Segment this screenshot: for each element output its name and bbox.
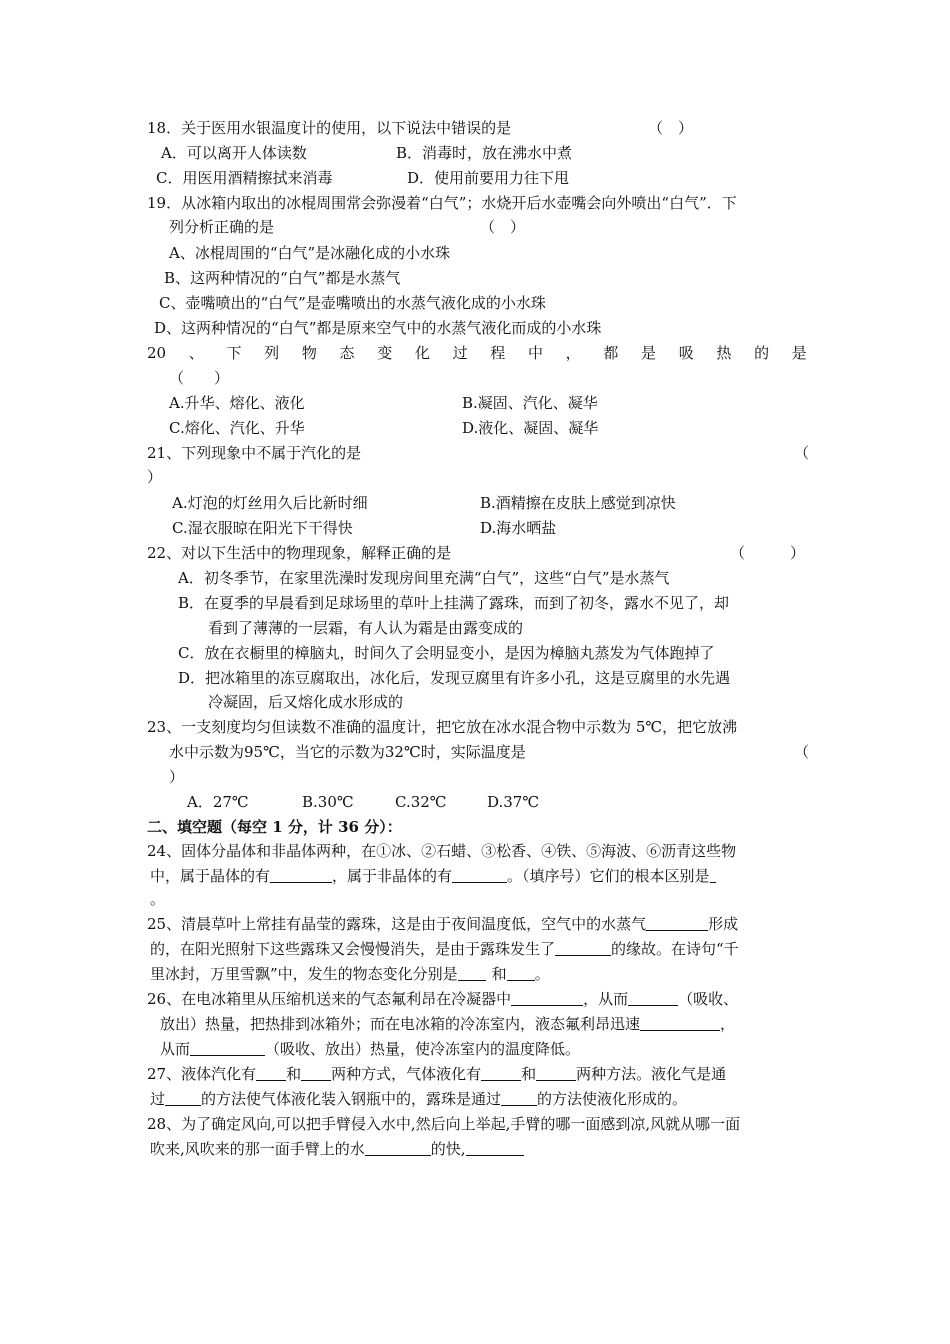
- q20-char: 态: [339, 344, 355, 362]
- q22-stem: 22、对以下生活中的物理现象，解释正确的是: [147, 544, 452, 562]
- q20-char: 变: [377, 344, 393, 362]
- q23-option-b: B.30℃: [302, 793, 354, 811]
- q26-text: 从而: [160, 1040, 191, 1058]
- q27-blank-6[interactable]: [501, 1090, 537, 1106]
- q18-answer-paren: （ ）: [648, 119, 694, 137]
- q19-option-b: B、这两种情况的“白气”都是水蒸气: [164, 269, 401, 287]
- q23-paren-close: ）: [169, 768, 185, 786]
- q21-paren-close: ）: [147, 468, 163, 486]
- q28-text: 吹来,风吹来的那一面手臂上的水: [150, 1140, 365, 1158]
- q25-text: 25、清晨草叶上常挂有晶莹的露珠，这是由于夜间温度低，空气中的水蒸气: [147, 915, 647, 933]
- q26-blank-1[interactable]: [511, 990, 583, 1006]
- q25-text: 里冰封，万里雪飘”中，发生的物态变化分别是: [150, 965, 458, 983]
- q20-option-b: B.凝固、汽化、凝华: [462, 394, 598, 412]
- q26-blank-3[interactable]: [640, 1015, 720, 1031]
- q20-char: 吸: [678, 344, 694, 362]
- q25-text: 和: [491, 965, 507, 983]
- q26-text: 放出）热量，把热排到冰箱外；而在电冰箱的冷冻室内，液态氟利昂迅速: [160, 1015, 641, 1033]
- q25-text: 形成: [708, 915, 739, 933]
- q18-stem: 18．关于医用水银温度计的使用，以下说法中错误的是: [147, 119, 512, 137]
- q24-line3: 。: [150, 890, 166, 908]
- q24-blank-difference[interactable]: [710, 867, 716, 883]
- q26-text: ，从而: [583, 990, 629, 1008]
- q21-option-b: B.酒精擦在皮肤上感觉到凉快: [480, 494, 676, 512]
- q21-option-c: C.湿衣服晾在阳光下干得快: [172, 519, 353, 537]
- q20-char: ，: [565, 344, 581, 362]
- q28-line2: [150, 1138, 524, 1160]
- q26-text: 26、在电冰箱里从压缩机送来的气态氟利昂在冷凝器中: [147, 990, 512, 1008]
- q20-stem: [147, 342, 807, 364]
- q27-blank-4[interactable]: [536, 1065, 576, 1081]
- q22-answer-paren: （ ）: [730, 544, 806, 562]
- q22-option-d-line1: D．把冰箱里的冻豆腐取出，冰化后，发现豆腐里有许多小孔，这是豆腐里的水先遇: [178, 669, 731, 687]
- q20-char: 20: [147, 344, 167, 362]
- q23-option-a: A．27℃: [187, 793, 249, 811]
- q19-option-d: D、这两种情况的“白气”都是原来空气中的水蒸气液化而成的小水珠: [154, 319, 602, 337]
- q21-option-a: A.灯泡的灯丝用久后比新时细: [172, 494, 368, 512]
- q23-paren-open: （: [794, 743, 810, 761]
- q18-option-c: C．用医用酒精擦拭来消毒: [156, 169, 333, 187]
- q27-text: 的方法使气体液化装入钢瓶中的，露珠是通过: [201, 1090, 502, 1108]
- q26-line1: [147, 988, 738, 1010]
- q21-stem: 21、下列现象中不属于汽化的是: [147, 444, 362, 462]
- q20-answer-paren: （ ）: [169, 369, 230, 387]
- q25-blank-1[interactable]: [646, 915, 708, 931]
- q20-char: 化: [414, 344, 430, 362]
- q27-text: 的方法使液化形成的。: [537, 1090, 688, 1108]
- q24-text: 中，属于晶体的有: [150, 867, 271, 885]
- q19-stem-line1: 19．从冰箱内取出的冰棍周围常会弥漫着“白气”；水烧开后水壶嘴会向外喷出“白气”．下: [147, 194, 737, 212]
- q18-option-b: B．消毒时，放在沸水中煮: [396, 144, 573, 162]
- q25-text: 。: [534, 965, 550, 983]
- q20-option-c: C.熔化、汽化、升华: [169, 419, 305, 437]
- q25-line2: [150, 938, 739, 960]
- q27-blank-5[interactable]: [165, 1090, 201, 1106]
- q24-text: 。（填序号）它们的根本区别是: [507, 867, 710, 885]
- q25-line3: [150, 963, 550, 985]
- q26-text: （吸收、放出）热量，使冷冻室内的温度降低。: [265, 1040, 581, 1058]
- q25-blank-2[interactable]: [555, 940, 611, 956]
- q27-blank-1[interactable]: [256, 1065, 286, 1081]
- q19-option-c: C、壶嘴喷出的“白气”是壶嘴喷出的水蒸气液化成的小水珠: [159, 294, 546, 312]
- q27-line1: [147, 1063, 726, 1085]
- q20-char: 的: [754, 344, 770, 362]
- q19-answer-paren: （ ）: [480, 218, 526, 236]
- section-2-title: 二、填空题（每空 1 分，计 36 分）：: [147, 818, 402, 836]
- q20-char: 物: [301, 344, 317, 362]
- q23-option-c: C.32℃: [395, 793, 447, 811]
- q27-text: 过: [150, 1090, 166, 1108]
- q26-blank-2[interactable]: [628, 990, 678, 1006]
- q24-line1: 24、固体分晶体和非晶体两种，在①冰、②石蜡、③松香、④铁、⑤海波、⑥沥青这些物: [147, 842, 737, 860]
- q19-stem-line2: 列分析正确的是: [169, 218, 275, 236]
- q25-text: 的，在阳光照射下这些露珠又会慢慢消失，是由于露珠发生了: [150, 940, 556, 958]
- q25-blank-3[interactable]: [458, 965, 486, 981]
- q28-blank-1[interactable]: [365, 1140, 431, 1156]
- q24-blank-noncrystal[interactable]: [452, 867, 507, 883]
- q27-text: 和: [286, 1065, 302, 1083]
- q26-blank-4[interactable]: [190, 1040, 265, 1056]
- q24-line2: [150, 865, 716, 887]
- q26-line2: [160, 1013, 735, 1035]
- q24-text: ，属于非晶体的有: [332, 867, 453, 885]
- q18-option-d: D．使用前要用力往下甩: [407, 169, 570, 187]
- q26-line3: [160, 1038, 580, 1060]
- q27-text: 两种方法。液化气是通: [576, 1065, 727, 1083]
- q27-text: 27、液体汽化有: [147, 1065, 257, 1083]
- q27-text: 和: [521, 1065, 537, 1083]
- q27-text: 两种方式，气体液化有: [331, 1065, 482, 1083]
- q20-char: 是: [791, 344, 807, 362]
- q27-blank-3[interactable]: [481, 1065, 521, 1081]
- q25-line1: [147, 913, 738, 935]
- q22-option-c: C．放在衣橱里的樟脑丸，时间久了会明显变小，是因为樟脑丸蒸发为气体跑掉了: [178, 644, 715, 662]
- q27-blank-2[interactable]: [301, 1065, 331, 1081]
- q28-text: 的快,: [430, 1140, 466, 1158]
- q19-option-a: A、冰棍周围的“白气”是冰融化成的小水珠: [169, 244, 451, 262]
- q25-text: 的缘故。在诗句“千: [611, 940, 739, 958]
- q22-option-d-line2: 冷凝固，后又熔化成水形成的: [208, 693, 404, 711]
- q22-option-b-line1: B．在夏季的早晨看到足球场里的草叶上挂满了露珠，而到了初冬，露水不见了，却: [178, 594, 730, 612]
- q22-option-a: A．初冬季节，在家里洗澡时发现房间里充满“白气”，这些“白气”是水蒸气: [178, 569, 670, 587]
- q26-text: ，: [720, 1015, 736, 1033]
- q20-char: 程: [490, 344, 506, 362]
- q23-stem-line1: 23、一支刻度均匀但读数不准确的温度计，把它放在冰水混合物中示数为 5℃，把它放沸: [147, 718, 738, 736]
- q21-option-d: D.海水晒盐: [480, 519, 557, 537]
- q21-paren-open: （: [794, 444, 810, 462]
- q25-blank-4[interactable]: [507, 965, 535, 981]
- q20-char: 过: [452, 344, 468, 362]
- q27-line2: [150, 1088, 687, 1110]
- q20-char: 列: [264, 344, 280, 362]
- q20-char: 、: [188, 344, 204, 362]
- q20-option-d: D.液化、凝固、凝华: [462, 419, 599, 437]
- q20-char: 是: [641, 344, 657, 362]
- q23-option-d: D.37℃: [487, 793, 540, 811]
- q20-char: 中: [527, 344, 543, 362]
- q22-option-b-line2: 看到了薄薄的一层霜，有人认为霜是由露变成的: [208, 619, 524, 637]
- q28-blank-2[interactable]: [466, 1140, 524, 1156]
- q20-option-a: A.升华、熔化、液化: [169, 394, 305, 412]
- q24-blank-crystal[interactable]: [270, 867, 332, 883]
- q20-char: 都: [603, 344, 619, 362]
- q28-line1: 28、为了确定风向,可以把手臂侵入水中,然后向上举起,手臂的哪一面感到凉,风就从哪一面: [147, 1115, 741, 1133]
- q23-stem-line2: 水中示数为95℃，当它的示数为32℃时，实际温度是: [169, 743, 526, 761]
- q20-char: 热: [716, 344, 732, 362]
- q18-option-a: A．可以离开人体读数: [161, 144, 307, 162]
- q26-text: （吸收、: [678, 990, 739, 1008]
- q20-char: 下: [226, 344, 242, 362]
